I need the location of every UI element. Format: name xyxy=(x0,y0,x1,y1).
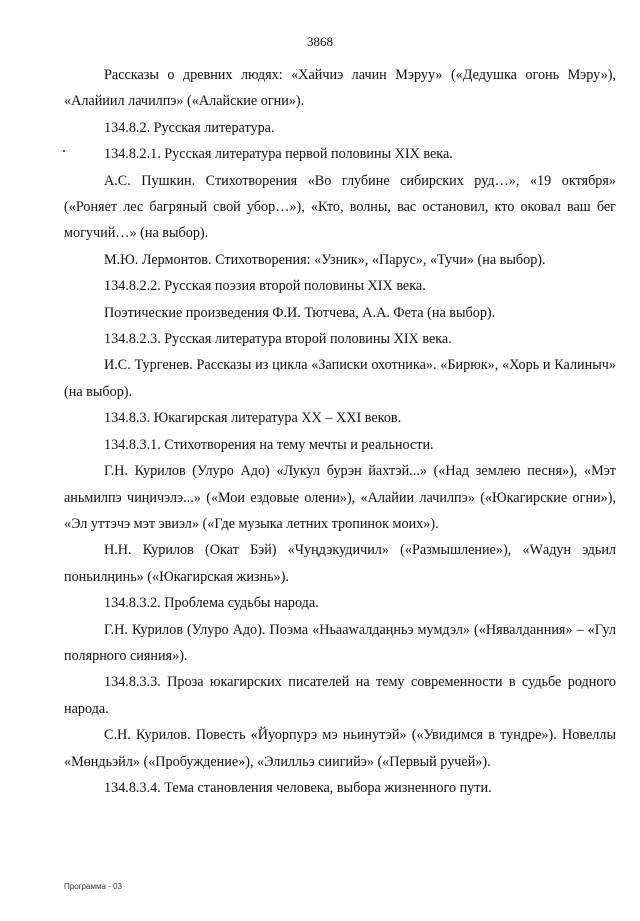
section-heading: 134.8.2.2. Русская поэзия второй половины XIX века. xyxy=(104,278,426,295)
page-footer: Программа - 03 xyxy=(64,882,122,891)
document-body xyxy=(64,62,616,801)
section-heading: 134.8.3.2. Проблема судьбы народа. xyxy=(104,595,319,612)
paragraph: С.Н. Курилов. Повесть «Йуорпурэ мэ ньинутэй» («Увидимся в тундре»). Новеллы «Мөндьэйл» («Пробуждение»), «Элилльэ сиигийэ» («Первый ручей»). xyxy=(64,727,616,770)
paragraph: Поэтические произведения Ф.И. Тютчева, А.А. Фета (на выбор). xyxy=(104,304,496,321)
section-heading: 134.8.2.3. Русская литература второй половины XIX века. xyxy=(104,331,452,348)
section-heading: 134.8.3.4. Тема становления человека, выбора жизненного пути. xyxy=(104,779,492,796)
paragraph: М.Ю. Лермонтов. Стихотворения: «Узник», «Парус», «Тучи» (на выбор). xyxy=(104,251,546,268)
section-heading: 134.8.3.3. Проза юкагирских писателей на тему современности в судьбе родного народа. xyxy=(64,674,616,717)
paragraph: Рассказы о древних людях: «Хайчиэ лачин Мэруу» («Дедушка огонь Мэру»), «Алайиил лачилпэ» («Алайские огни»). xyxy=(64,67,616,110)
section-heading: 134.8.3.1. Стихотворения на тему мечты и реальности. xyxy=(104,436,434,453)
paragraph: Н.Н. Курилов (Окат Бэй) «Чуңдэкудичил» («Размышление»), «Wадун эдьил поньилңинь» («Юкагирская жизнь»). xyxy=(64,542,616,585)
paragraph: Г.Н. Курилов (Улуро Адо). Поэма «Ньааwалдаңньэ мумдэл» («Нявалданния» – «Гул полярного сияния»). xyxy=(64,621,616,664)
paragraph: И.С. Тургенев. Рассказы из цикла «Записки охотника». «Бирюк», «Хорь и Калиныч» (на выбор). xyxy=(64,357,616,400)
page-number: 3868 xyxy=(307,34,333,49)
section-heading: 134.8.2.1. Русская литература первой половины XIX века. xyxy=(104,146,453,163)
section-heading: 134.8.2. Русская литература. xyxy=(104,119,275,136)
section-heading: 134.8.3. Юкагирская литература XX – XXI веков. xyxy=(104,410,402,427)
paragraph: А.С. Пушкин. Стихотворения «Во глубине сибирских руд…», «19 октября» («Роняет лес багряный свой убор…»), «Кто, волны, вас остановил, кто оковал ваш бег могучий…» (на выбор). xyxy=(64,172,616,242)
paragraph: Г.Н. Курилов (Улуро Адо) «Лукул бурэн йахтэй...» («Над землею песня»), «Мэт аньмилпэ чиңичэлэ...» («Мои ездовые олени»), «Алайии лачилпэ» («Юкагирские огни»), «Эл уттэчэ мэт эвиэл» («Где музыка летних тропинок моих»). xyxy=(64,463,616,532)
